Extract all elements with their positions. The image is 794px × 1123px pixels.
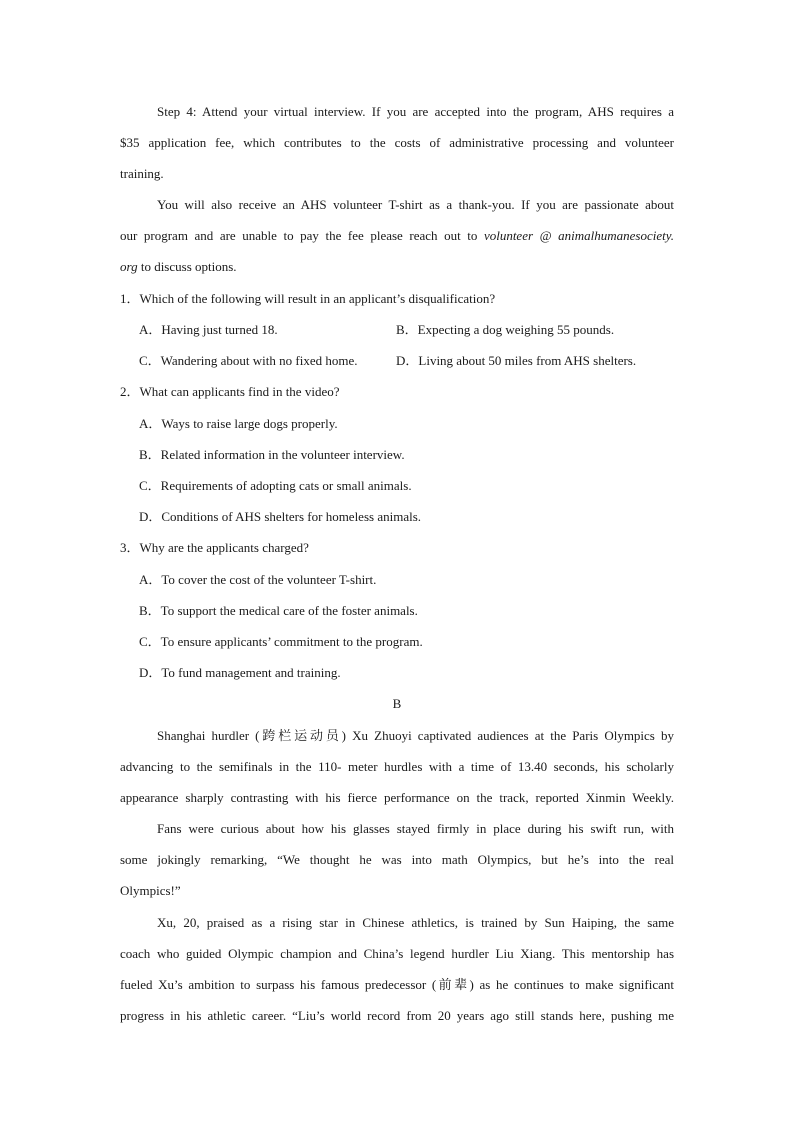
answer-option: D．Conditions of AHS shelters for homeless animals. <box>139 509 422 524</box>
section-heading: B <box>392 696 402 711</box>
answer-option: C．To ensure applicants’ commitment to the program. <box>139 634 423 649</box>
answer-option: C．Requirements of adopting cats or small animals. <box>139 478 412 493</box>
paragraph-line: Step 4: Attend your virtual interview. If you are accepted into the program, AHS requires a <box>157 104 674 119</box>
question-stem: 1．Which of the following will result in an applicant’s disqualification? <box>120 291 496 306</box>
answer-option: C．Wandering about with no fixed home. <box>139 353 358 368</box>
paragraph-line: coach who guided Olympic champion and China’s legend hurdler Liu Xiang. This mentorship has <box>120 946 674 961</box>
paragraph-line: Olympics!” <box>120 883 181 898</box>
paragraph-line <box>120 258 674 276</box>
paragraph-line: advancing to the semifinals in the 110- meter hurdles with a time of 13.40 seconds, his scholarly <box>120 759 674 774</box>
paragraph-line: Fans were curious about how his glasses stayed firmly in place during his swift run, with <box>157 821 674 836</box>
paragraph-line: some jokingly remarking, “We thought he was into math Olympics, but he’s into the real <box>120 852 674 867</box>
answer-option: B．To support the medical care of the foster animals. <box>139 603 418 618</box>
paragraph-line: Xu, 20, praised as a rising star in Chinese athletics, is trained by Sun Haiping, the same <box>157 915 674 930</box>
paragraph-line: training. <box>120 166 164 181</box>
answer-option: A．Having just turned 18. <box>139 322 278 337</box>
paragraph-line: You will also receive an AHS volunteer T-shirt as a thank-you. If you are passionate about <box>157 197 674 212</box>
text-fragment: our program and are unable to pay the fee please reach out to <box>120 228 484 243</box>
answer-option: A．Ways to raise large dogs properly. <box>139 416 338 431</box>
paragraph-line <box>120 227 674 245</box>
email-address-part: volunteer @ animalhumanesociety. <box>483 228 675 243</box>
answer-option: D．Living about 50 miles from AHS shelters. <box>396 353 637 368</box>
answer-option: B．Expecting a dog weighing 55 pounds. <box>396 322 615 337</box>
answer-option: D．To fund management and training. <box>139 665 341 680</box>
paragraph-line: progress in his athletic career. “Liu’s world record from 20 years ago still stands here, pushing me <box>120 1008 674 1023</box>
question-stem: 2．What can applicants find in the video? <box>120 384 340 399</box>
answer-option: A．To cover the cost of the volunteer T-shirt. <box>139 572 377 587</box>
paragraph-line: Shanghai hurdler (跨栏运动员) Xu Zhuoyi captivated audiences at the Paris Olympics by <box>157 728 674 743</box>
email-address-part: org <box>120 259 138 274</box>
answer-option: B．Related information in the volunteer interview. <box>139 447 405 462</box>
text-fragment: to discuss options. <box>137 259 237 274</box>
question-stem: 3．Why are the applicants charged? <box>120 540 309 555</box>
paragraph-line: $35 application fee, which contributes to the costs of administrative processing and volunteer <box>120 135 674 150</box>
paragraph-line: appearance sharply contrasting with his fierce performance on the track, reported Xinmin Weekly. <box>120 790 674 805</box>
paragraph-line: fueled Xu’s ambition to surpass his famous predecessor (前辈) as he continues to make significant <box>120 977 674 992</box>
